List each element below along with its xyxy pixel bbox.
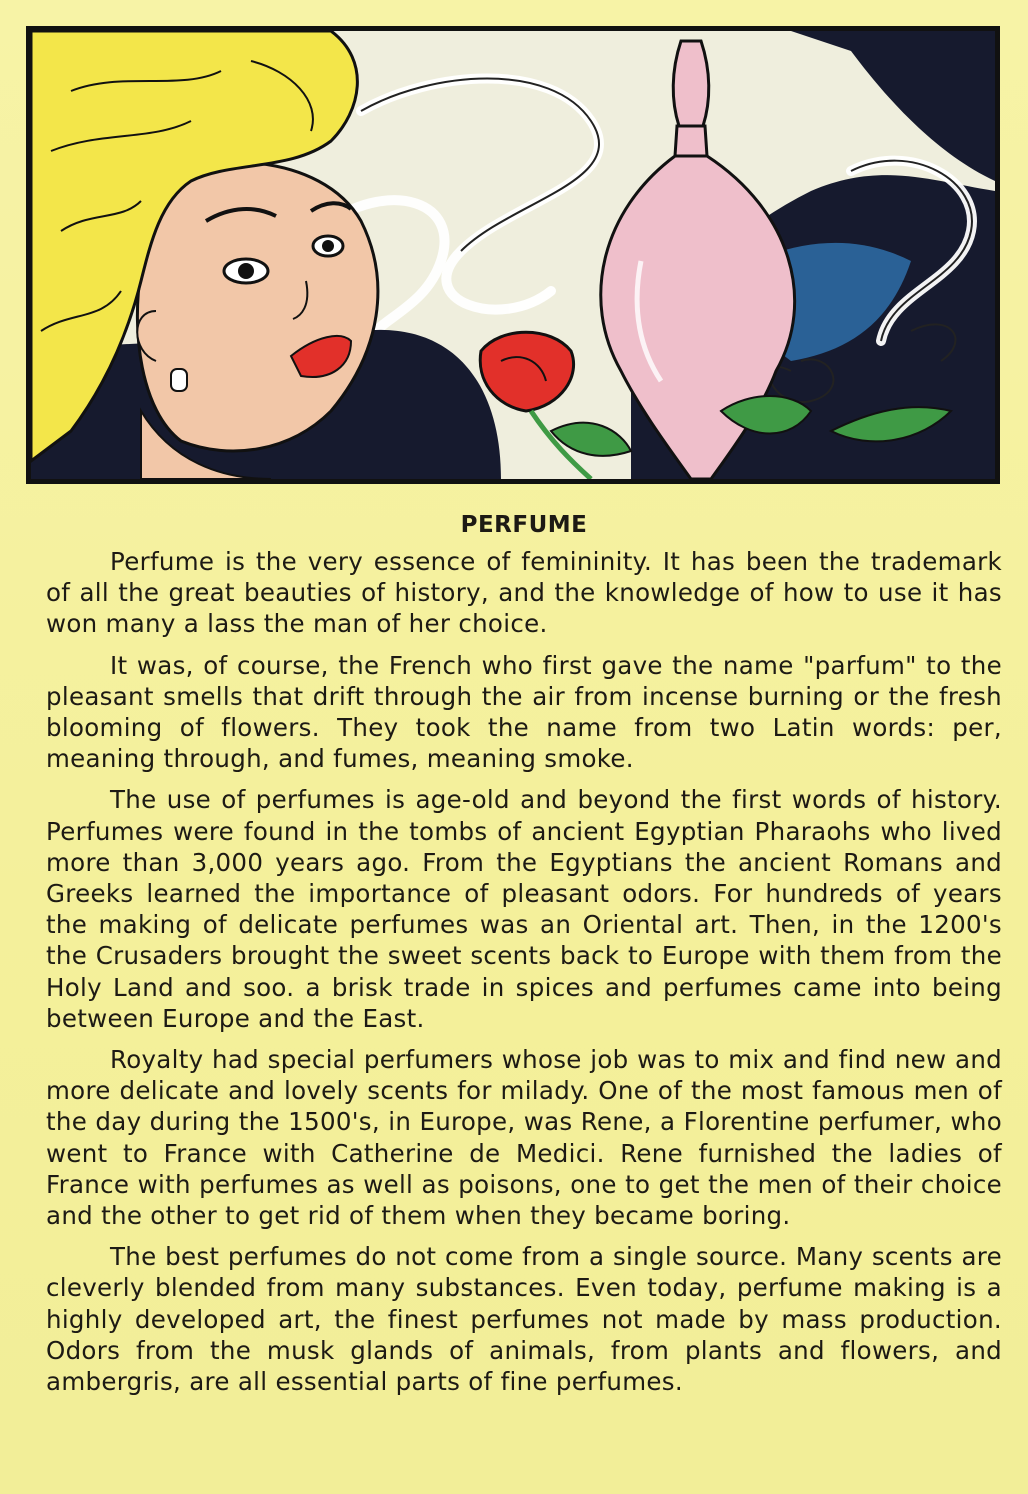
paragraph-3: The use of perfumes is age-old and beyond the first words of history. Perfumes were found in the tombs of ancient Egyptian Pharaohs who lived more than 3,000 years ago. From the Egyptians the ancient Romans and Greeks learned the importance of pleasant odors. For hundreds of years the making of delicate perfumes was an Oriental art. Then, in the 1200's the Crusaders brought the sweet scents back to Europe with them from the Holy Land and soo. a brisk trade in spices and perfumes came into being between Europe and the East. bbox=[46, 785, 1002, 1033]
paragraph-1: Perfume is the very essence of femininity. It has been the trademark of all the great beauties of history, and the knowledge of how to use it has won many a lass the man of her choice. bbox=[46, 547, 1002, 639]
paragraph-4: Royalty had special perfumers whose job was to mix and find new and more delicate and lovely scents for milady. One of the most famous men of the day during the 1500's, in Europe, was Rene, a Florentine perfumer, who went to France with Catherine de Medici. Rene furnished the ladies of France with perfumes as well as poisons, one to get the men of their choice and the other to get rid of them when they became boring. bbox=[46, 1045, 1002, 1231]
bottle-stopper bbox=[673, 41, 709, 126]
bottle-neck bbox=[675, 126, 707, 156]
paragraph-2: It was, of course, the French who first gave the name "parfum" to the pleasant smells that drift through the air from incense burning or the fresh blooming of flowers. They took the name from two Latin words: per, meaning through, and fumes, meaning smoke. bbox=[46, 650, 1002, 774]
illustration-panel bbox=[26, 26, 1000, 484]
article bbox=[46, 510, 1002, 1407]
article-title: PERFUME bbox=[460, 512, 588, 538]
pearl-earring bbox=[171, 369, 187, 391]
left-pupil bbox=[238, 263, 254, 279]
paragraph-5: The best perfumes do not come from a single source. Many scents are cleverly blended from many substances. Even today, perfume making is a highly developed art, the finest perfumes not made by mass production. Odors from the musk glands of animals, from plants and flowers, and ambergris, are all essential parts of fine perfumes. bbox=[46, 1242, 1002, 1397]
perfume-illustration bbox=[31, 31, 995, 479]
right-pupil bbox=[322, 240, 334, 252]
